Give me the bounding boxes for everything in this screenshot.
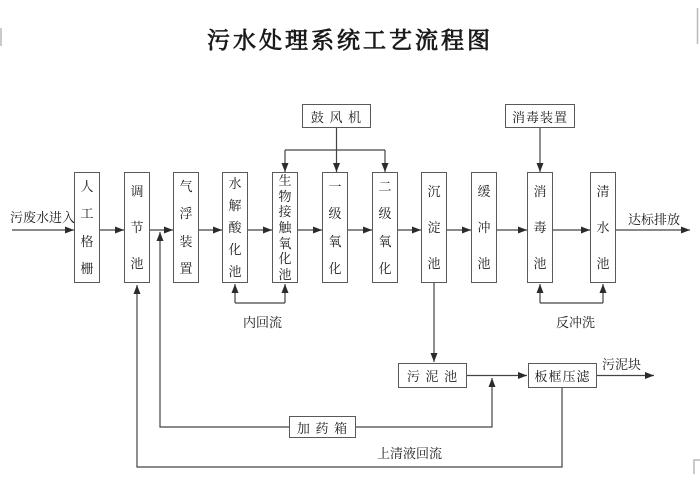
stage-label-char: 冲: [477, 219, 491, 235]
stage-label-char: 缓: [477, 183, 491, 199]
stage-label-char: 池: [130, 256, 144, 272]
backwash-lines: [540, 284, 603, 303]
stage-label-char: 化: [228, 241, 242, 257]
stage-label-char: 氧: [328, 233, 342, 249]
stage-label-char: 池: [228, 263, 242, 279]
stage-label-char: 化: [378, 260, 392, 276]
stage-label-char: 化: [278, 251, 292, 267]
internal-reflux-lines: [235, 284, 285, 303]
stage-secondary-oxidation: [372, 172, 398, 283]
stage-label-char: 格: [80, 233, 94, 249]
sludge-tank-box: 污 泥 池: [398, 363, 467, 388]
stage-label-char: 级: [378, 206, 392, 222]
outlet-label: 达标排放: [628, 212, 681, 227]
stage-sedimentation-tank: [421, 172, 447, 283]
stage-label-char: 人: [80, 179, 94, 195]
stage-label-char: 化: [328, 260, 342, 276]
stage-bio-contact-oxidation: [272, 172, 298, 283]
stage-label-char: 水: [228, 176, 242, 192]
stage-clear-water-tank: [590, 172, 616, 283]
blower-box: 鼓 风 机: [302, 104, 371, 128]
stage-label-char: 毒: [533, 219, 547, 235]
stage-label-char: 酸: [228, 219, 242, 235]
stage-disinfection-tank: [527, 172, 553, 283]
internal-reflux-label: 内回流: [243, 315, 283, 330]
backwash-label: 反冲洗: [556, 315, 596, 330]
stage-label-char: 清: [596, 183, 610, 199]
supernatant-return-label: 上清液回流: [377, 446, 443, 461]
stage-label-char: 调: [130, 183, 144, 199]
stage-label-char: 装: [179, 233, 193, 249]
stage-label-char: 物: [278, 188, 292, 204]
stage-air-flotation: [173, 172, 199, 283]
page-title: 污水处理系统工艺流程图: [207, 27, 493, 53]
stage-label-char: 池: [278, 266, 292, 282]
stage-label-char: 氧: [278, 235, 292, 251]
stage-label-char: 栅: [80, 260, 94, 276]
stage-manual-screen: [74, 172, 100, 283]
stage-label-char: 一: [328, 179, 342, 195]
stage-label-char: 池: [596, 256, 610, 272]
stage-regulating-tank: [124, 172, 150, 283]
blower-lines: [285, 128, 385, 172]
disinfection-device-box: 消毒装置: [505, 104, 575, 128]
stage-label-char: 触: [278, 219, 292, 235]
stage-label-char: 淀: [427, 219, 441, 235]
sludge-cake-label: 污泥块: [602, 357, 642, 372]
stage-label-char: 生: [278, 173, 292, 189]
stage-label-char: 水: [596, 219, 610, 235]
stage-label-char: 沉: [427, 183, 441, 199]
stage-label-char: 浮: [179, 206, 193, 222]
stage-label-char: 解: [228, 198, 242, 214]
stage-label-char: 置: [179, 260, 193, 276]
stage-buffer-tank: [471, 172, 497, 283]
stage-label-char: 池: [533, 256, 547, 272]
filter-press-box: 板框压滤: [528, 363, 597, 388]
stage-label-char: 气: [179, 179, 193, 195]
stage-primary-oxidation: [322, 172, 348, 283]
stage-label-char: 池: [427, 256, 441, 272]
stage-hydrolysis-acidification: [222, 172, 248, 283]
stage-label-char: 级: [328, 206, 342, 222]
stage-label-char: 二: [378, 179, 392, 195]
inlet-label: 污废水进入: [10, 210, 76, 225]
stage-label-char: 氧: [378, 233, 392, 249]
stage-label-char: 接: [278, 204, 292, 220]
stage-label-char: 池: [477, 256, 491, 272]
stage-label-char: 工: [80, 206, 94, 222]
stage-label-char: 节: [130, 219, 144, 235]
dosing-tank-box: 加 药 箱: [289, 416, 356, 438]
stage-label-char: 消: [533, 183, 547, 199]
